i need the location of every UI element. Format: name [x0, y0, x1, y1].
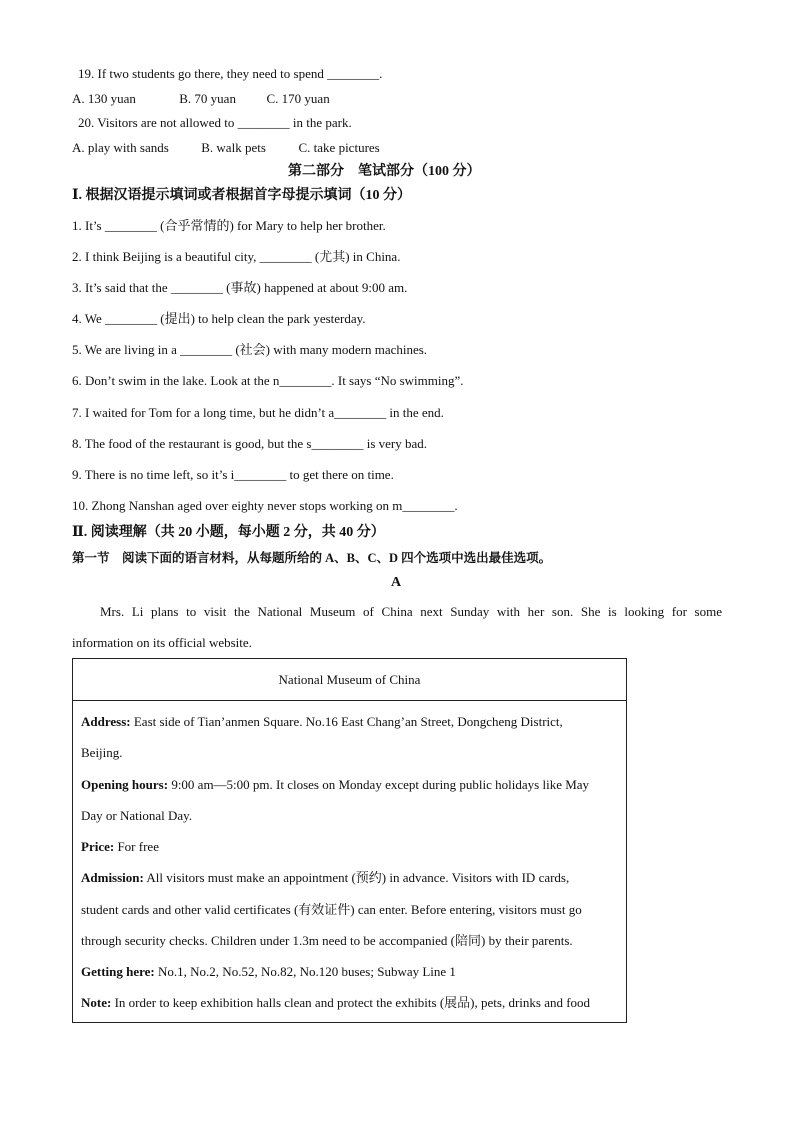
- museum-info-box: [72, 658, 627, 1023]
- fill-item-1: 1. It’s ________ (合乎常情的) for Mary to help her brother.: [72, 218, 386, 233]
- hours-text-1: 9:00 am—5:00 pm. It closes on Monday except during public holidays like May: [168, 777, 590, 792]
- q20-option-b: B. walk pets: [201, 140, 266, 155]
- fill-item-5: 5. We are living in a ________ (社会) with many modern machines.: [72, 342, 428, 357]
- question-20: 20. Visitors are not allowed to ________ in the park.: [78, 115, 352, 130]
- fill-item-6: 6. Don’t swim in the lake. Look at the n________. It says “No swimming”.: [72, 373, 464, 388]
- passage-label: A: [391, 575, 402, 590]
- fill-item-3: 3. It’s said that the ________ (事故) happened at about 9:00 am.: [72, 280, 408, 295]
- part2-title: 第二部分 笔试部分（100 分）: [288, 164, 481, 179]
- hours-row: [81, 776, 589, 794]
- passage-intro-line-2: information on its official website.: [72, 635, 252, 650]
- getting-here-text: No.1, No.2, No.52, No.82, No.120 buses; Subway Line 1: [154, 964, 456, 979]
- section1-title: Ⅰ. 根据汉语提示填词或者根据首字母提示填词（10 分）: [72, 188, 412, 203]
- fill-item-10: 10. Zhong Nanshan aged over eighty never stops working on m________.: [72, 498, 458, 513]
- address-text-1: East side of Tian’anmen Square. No.16 East Chang’an Street, Dongcheng District,: [130, 714, 563, 729]
- fill-item-7: 7. I waited for Tom for a long time, but he didn’t a________ in the end.: [72, 405, 444, 420]
- address-row: [81, 713, 563, 731]
- note-label: Note:: [81, 995, 112, 1010]
- question-19: 19. If two students go there, they need to spend ________.: [78, 66, 383, 81]
- passage-intro-text-1: Mrs. Li plans to visit the National Museum of China next Sunday with her son. She is looking for some: [100, 604, 722, 619]
- admission-text-1: All visitors must make an appointment (预约) in advance. Visitors with ID cards,: [143, 870, 570, 885]
- hours-label: Opening hours:: [81, 777, 169, 792]
- note-text: In order to keep exhibition halls clean and protect the exhibits (展品), pets, drinks and food: [111, 995, 591, 1010]
- admission-label: Admission:: [81, 870, 144, 885]
- admission-text-3: through security checks. Children under 1.3m need to be accompanied (陪同) by their parents.: [81, 933, 573, 948]
- price-label: Price:: [81, 839, 115, 854]
- getting-here-label: Getting here:: [81, 964, 155, 979]
- admission-text-2: student cards and other valid certificates (有效证件) can enter. Before entering, visitors must go: [81, 902, 582, 917]
- section2-subtitle: 第一节 阅读下面的语言材料，从每题所给的 A、B、C、D 四个选项中选出最佳选项。: [72, 551, 552, 565]
- q19-option-c: C. 170 yuan: [266, 91, 330, 106]
- address-text-2: Beijing.: [81, 745, 123, 760]
- question-19-options: [72, 90, 330, 108]
- fill-item-2: 2. I think Beijing is a beautiful city, ________ (尤其) in China.: [72, 249, 401, 264]
- getting-here-row: [81, 963, 456, 981]
- address-label: Address:: [81, 714, 131, 729]
- q20-option-c: C. take pictures: [298, 140, 380, 155]
- note-row: [81, 994, 590, 1012]
- museum-info-heading: National Museum of China: [73, 659, 626, 701]
- section2-title: Ⅱ. 阅读理解（共 20 小题，每小题 2 分，共 40 分）: [72, 525, 385, 540]
- q19-option-b: B. 70 yuan: [179, 91, 236, 106]
- fill-item-9: 9. There is no time left, so it’s i________ to get there on time.: [72, 467, 394, 482]
- fill-item-8: 8. The food of the restaurant is good, but the s________ is very bad.: [72, 436, 428, 451]
- price-row: [81, 838, 159, 856]
- price-text: For free: [114, 839, 159, 854]
- q20-option-a: A. play with sands: [72, 140, 169, 155]
- passage-intro-line-1: [72, 603, 722, 621]
- q19-option-a: A. 130 yuan: [72, 91, 136, 106]
- admission-row: [81, 869, 569, 887]
- hours-text-2: Day or National Day.: [81, 808, 193, 823]
- fill-item-4: 4. We ________ (提出) to help clean the park yesterday.: [72, 311, 366, 326]
- question-20-options: [72, 139, 380, 157]
